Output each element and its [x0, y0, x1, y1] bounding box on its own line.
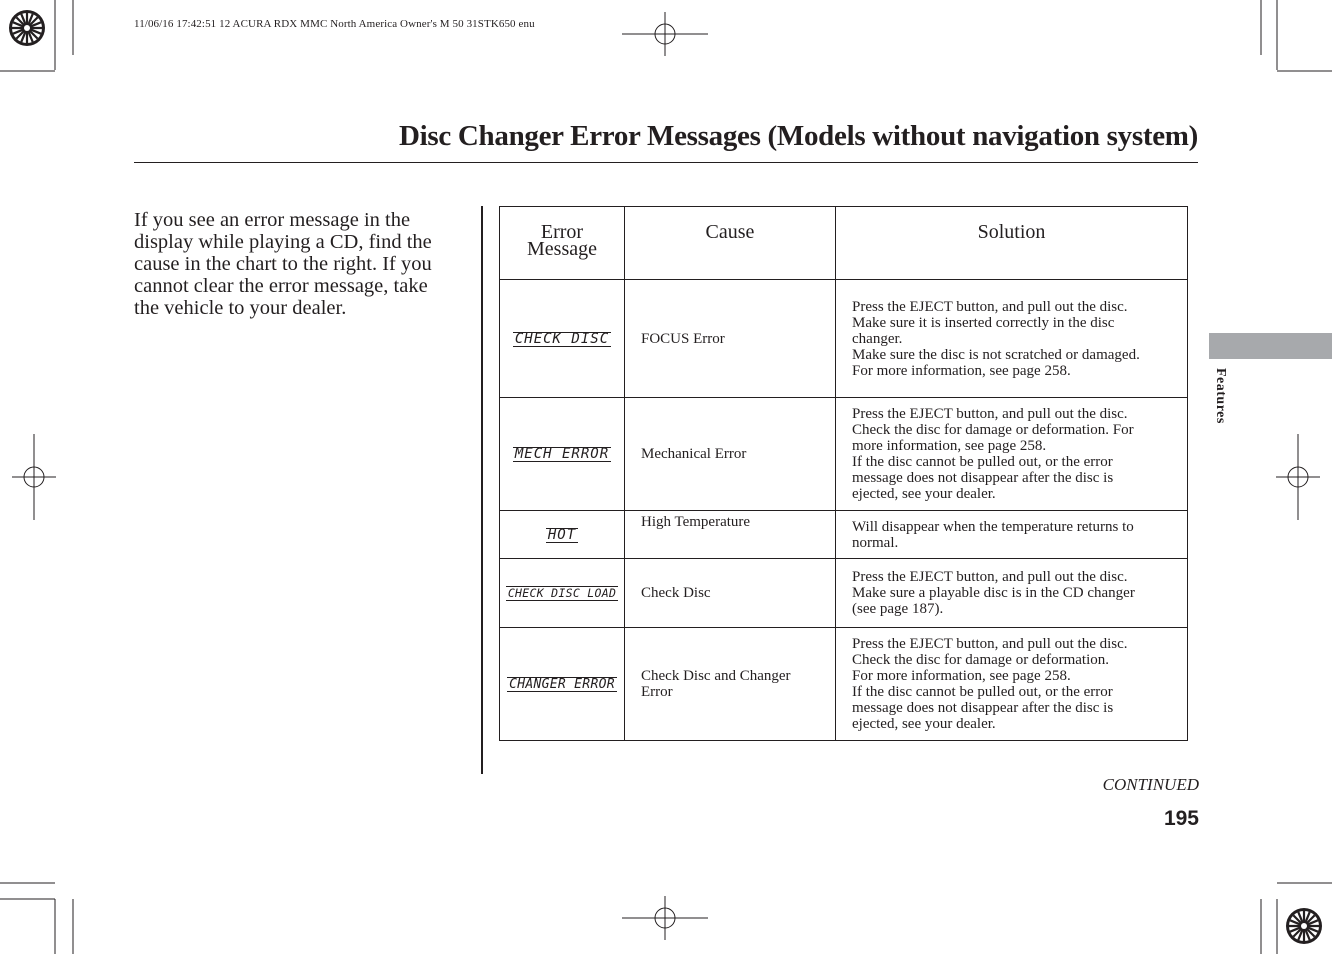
solution-cell: Press the EJECT button, and pull out the disc. Make sure it is inserted correctly in the disc changer. Make sure the disc is not scratched or damaged. For more information, see page 258. — [836, 280, 1188, 398]
print-header: 11/06/16 17:42:51 12 ACURA RDX MMC North America Owner's M 50 31STK650 enu — [134, 18, 535, 30]
section-tab-label: Features — [1213, 368, 1228, 424]
table-row — [500, 398, 1188, 511]
solution-cell: Press the EJECT button, and pull out the disc. Make sure a playable disc is in the CD changer (see page 187). — [836, 559, 1188, 628]
header-solution: Solution — [836, 207, 1188, 280]
table-row — [500, 280, 1188, 398]
intro-line: cause in the chart to the right. If you — [134, 253, 432, 275]
table-header-row — [500, 207, 1188, 280]
intro-line: display while playing a CD, find the — [134, 231, 432, 253]
cause-cell: Mechanical Error — [625, 398, 836, 511]
table-row — [500, 559, 1188, 628]
intro-line: If you see an error message in the — [134, 209, 411, 231]
error-message-cell — [500, 280, 625, 398]
cause-cell: Check Disc — [625, 559, 836, 628]
error-message-table — [499, 206, 1188, 741]
error-message-cell — [500, 398, 625, 511]
table-row — [500, 628, 1188, 741]
page-number: 195 — [1163, 807, 1199, 830]
cause-cell: High Temperature — [625, 511, 836, 559]
lcd-message: CHANGER ERROR — [509, 677, 615, 692]
intro-text — [134, 209, 469, 319]
solution-cell: Press the EJECT button, and pull out the disc. Check the disc for damage or deformation. For more information, see page 258. If the disc cannot be pulled out, or the error message does not disappear after the disc is ejected, see your dealer. — [836, 398, 1188, 511]
solution-cell: Will disappear when the temperature returns to normal. — [836, 511, 1188, 559]
error-message-cell — [500, 511, 625, 559]
lcd-message: CHECK DISC LOAD — [507, 586, 617, 600]
intro-line: cannot clear the error message, take — [134, 275, 428, 297]
error-message-cell — [500, 628, 625, 741]
lcd-message: HOT — [547, 526, 577, 543]
page-title: Disc Changer Error Messages (Models without navigation system) — [399, 120, 1198, 152]
cause-cell: FOCUS Error — [625, 280, 836, 398]
table-row — [500, 511, 1188, 559]
cause-cell: Check Disc and Changer Error — [625, 628, 836, 741]
column-divider — [481, 206, 483, 774]
error-message-cell — [500, 559, 625, 628]
solution-cell: Press the EJECT button, and pull out the disc. Check the disc for damage or deformation. For more information, see page 258. If the disc cannot be pulled out, or the error message does not disappear after the disc is ejected, see your dealer. — [836, 628, 1188, 741]
header-error-message: Error Message — [500, 207, 625, 280]
title-rule — [134, 162, 1198, 163]
section-tab — [1209, 333, 1332, 359]
header-cause: Cause — [625, 207, 836, 280]
continued-label: CONTINUED — [1102, 775, 1199, 794]
lcd-message: CHECK DISC — [514, 330, 610, 347]
lcd-message: MECH ERROR — [514, 446, 610, 462]
intro-line: the vehicle to your dealer. — [134, 297, 347, 319]
